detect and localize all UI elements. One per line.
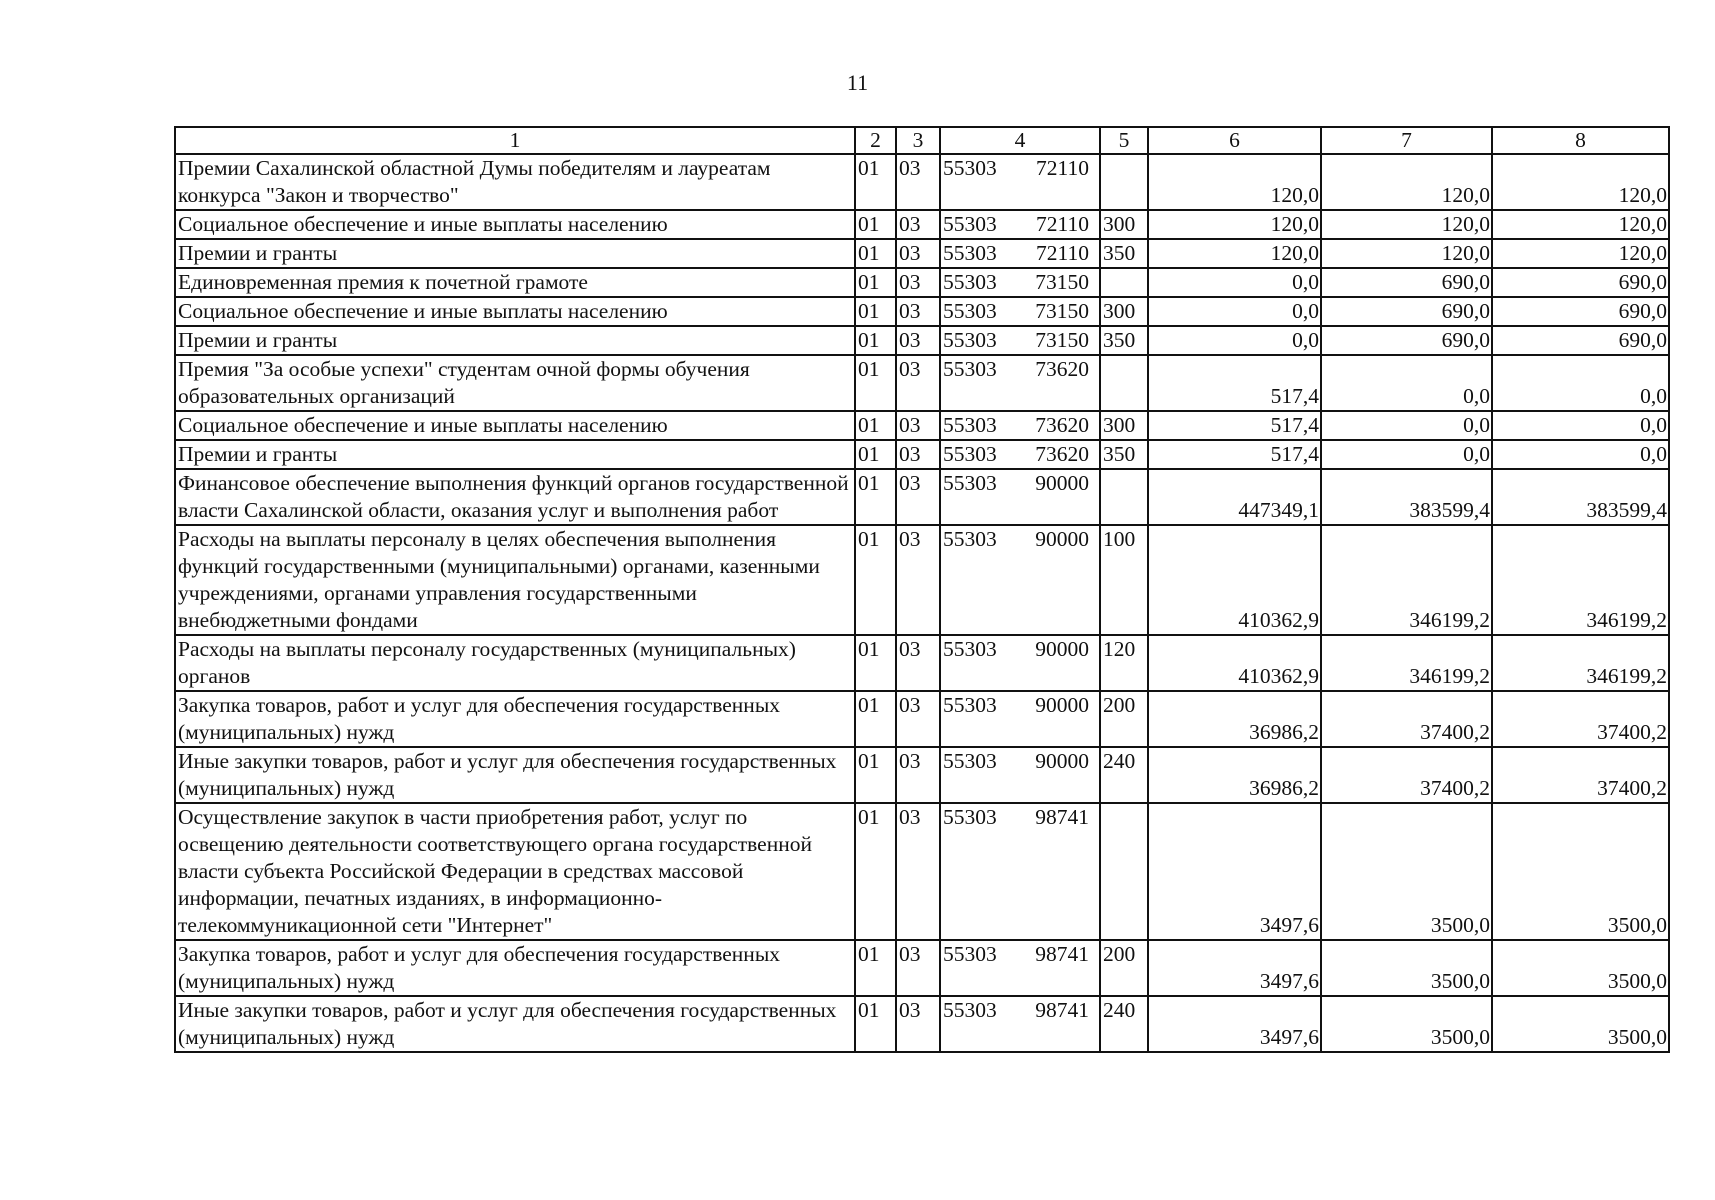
row-target-article-direction: 90000 bbox=[1035, 527, 1089, 551]
row-value-col6: 447349,1 bbox=[1148, 469, 1321, 525]
row-value-col8: 346199,2 bbox=[1492, 635, 1669, 691]
row-section-code: 01 bbox=[855, 747, 896, 803]
header-col-6: 6 bbox=[1148, 127, 1321, 154]
row-section-code: 01 bbox=[855, 996, 896, 1052]
row-target-article-program: 55303 bbox=[943, 805, 997, 829]
row-expense-type: 240 bbox=[1100, 747, 1148, 803]
row-name: Единовременная премия к почетной грамоте bbox=[175, 268, 855, 297]
table-row bbox=[175, 297, 1669, 326]
row-target-article-direction: 73620 bbox=[1035, 442, 1089, 466]
row-subsection-code: 03 bbox=[896, 154, 940, 210]
row-value-col7: 0,0 bbox=[1321, 355, 1492, 411]
row-value-col6: 410362,9 bbox=[1148, 525, 1321, 635]
row-section-code: 01 bbox=[855, 154, 896, 210]
row-subsection-code: 03 bbox=[896, 525, 940, 635]
row-target-article bbox=[940, 525, 1100, 635]
row-value-col6: 120,0 bbox=[1148, 239, 1321, 268]
row-value-col6: 3497,6 bbox=[1148, 940, 1321, 996]
row-expense-type bbox=[1100, 803, 1148, 940]
row-target-article-program: 55303 bbox=[943, 357, 997, 381]
row-value-col8: 346199,2 bbox=[1492, 525, 1669, 635]
table-row bbox=[175, 940, 1669, 996]
header-col-2: 2 bbox=[855, 127, 896, 154]
row-expense-type: 240 bbox=[1100, 996, 1148, 1052]
row-name: Иные закупки товаров, работ и услуг для обеспечения государственных (муниципальных) нужд bbox=[175, 747, 855, 803]
row-section-code: 01 bbox=[855, 691, 896, 747]
row-value-col7: 690,0 bbox=[1321, 326, 1492, 355]
table-row bbox=[175, 747, 1669, 803]
row-section-code: 01 bbox=[855, 469, 896, 525]
row-value-col7: 383599,4 bbox=[1321, 469, 1492, 525]
row-value-col7: 690,0 bbox=[1321, 297, 1492, 326]
table-row bbox=[175, 691, 1669, 747]
row-value-col6: 0,0 bbox=[1148, 268, 1321, 297]
row-subsection-code: 03 bbox=[896, 210, 940, 239]
row-expense-type bbox=[1100, 154, 1148, 210]
row-section-code: 01 bbox=[855, 411, 896, 440]
table-row bbox=[175, 239, 1669, 268]
row-target-article-program: 55303 bbox=[943, 241, 997, 265]
row-target-article-direction: 90000 bbox=[1035, 471, 1089, 495]
row-target-article-direction: 72110 bbox=[1036, 241, 1089, 265]
row-section-code: 01 bbox=[855, 440, 896, 469]
row-value-col7: 3500,0 bbox=[1321, 996, 1492, 1052]
row-value-col6: 0,0 bbox=[1148, 326, 1321, 355]
row-target-article-program: 55303 bbox=[943, 270, 997, 294]
row-target-article bbox=[940, 996, 1100, 1052]
row-section-code: 01 bbox=[855, 268, 896, 297]
row-subsection-code: 03 bbox=[896, 440, 940, 469]
row-value-col8: 0,0 bbox=[1492, 411, 1669, 440]
row-value-col7: 120,0 bbox=[1321, 239, 1492, 268]
row-value-col7: 37400,2 bbox=[1321, 747, 1492, 803]
row-section-code: 01 bbox=[855, 803, 896, 940]
table-row bbox=[175, 355, 1669, 411]
row-expense-type: 350 bbox=[1100, 239, 1148, 268]
row-value-col6: 517,4 bbox=[1148, 440, 1321, 469]
row-value-col8: 3500,0 bbox=[1492, 940, 1669, 996]
row-value-col7: 690,0 bbox=[1321, 268, 1492, 297]
table-row bbox=[175, 803, 1669, 940]
row-value-col7: 120,0 bbox=[1321, 154, 1492, 210]
table-row bbox=[175, 268, 1669, 297]
row-target-article-direction: 73150 bbox=[1035, 299, 1089, 323]
row-target-article bbox=[940, 268, 1100, 297]
row-name: Премии Сахалинской областной Думы победителям и лауреатам конкурса "Закон и творчество" bbox=[175, 154, 855, 210]
row-subsection-code: 03 bbox=[896, 239, 940, 268]
row-name: Финансовое обеспечение выполнения функций органов государственной власти Сахалинской области, оказания услуг и выполнения работ bbox=[175, 469, 855, 525]
row-expense-type: 300 bbox=[1100, 297, 1148, 326]
row-target-article bbox=[940, 469, 1100, 525]
row-target-article-direction: 73620 bbox=[1035, 357, 1089, 381]
row-target-article-program: 55303 bbox=[943, 299, 997, 323]
row-name: Социальное обеспечение и иные выплаты населению bbox=[175, 297, 855, 326]
row-section-code: 01 bbox=[855, 940, 896, 996]
row-value-col7: 0,0 bbox=[1321, 411, 1492, 440]
table-row bbox=[175, 635, 1669, 691]
row-value-col8: 690,0 bbox=[1492, 268, 1669, 297]
row-value-col7: 3500,0 bbox=[1321, 940, 1492, 996]
row-target-article-program: 55303 bbox=[943, 442, 997, 466]
row-target-article-program: 55303 bbox=[943, 212, 997, 236]
row-value-col6: 36986,2 bbox=[1148, 747, 1321, 803]
row-target-article-direction: 98741 bbox=[1035, 805, 1089, 829]
row-value-col7: 120,0 bbox=[1321, 210, 1492, 239]
row-target-article-direction: 90000 bbox=[1035, 749, 1089, 773]
row-subsection-code: 03 bbox=[896, 355, 940, 411]
row-target-article-direction: 90000 bbox=[1035, 637, 1089, 661]
row-name: Социальное обеспечение и иные выплаты населению bbox=[175, 210, 855, 239]
row-value-col8: 3500,0 bbox=[1492, 996, 1669, 1052]
row-name: Премии и гранты bbox=[175, 239, 855, 268]
table-row bbox=[175, 469, 1669, 525]
row-target-article-program: 55303 bbox=[943, 693, 997, 717]
row-name: Премия "За особые успехи" студентам очной формы обучения образовательных организаций bbox=[175, 355, 855, 411]
row-target-article-direction: 73150 bbox=[1035, 270, 1089, 294]
page-number: 11 bbox=[846, 70, 869, 95]
table-row bbox=[175, 996, 1669, 1052]
row-value-col7: 37400,2 bbox=[1321, 691, 1492, 747]
row-value-col6: 517,4 bbox=[1148, 355, 1321, 411]
row-expense-type: 300 bbox=[1100, 210, 1148, 239]
table-body bbox=[175, 154, 1669, 1052]
row-expense-type: 300 bbox=[1100, 411, 1148, 440]
row-subsection-code: 03 bbox=[896, 297, 940, 326]
row-target-article-program: 55303 bbox=[943, 749, 997, 773]
header-col-4: 4 bbox=[940, 127, 1100, 154]
row-target-article-program: 55303 bbox=[943, 471, 997, 495]
row-value-col6: 410362,9 bbox=[1148, 635, 1321, 691]
row-subsection-code: 03 bbox=[896, 996, 940, 1052]
row-target-article bbox=[940, 355, 1100, 411]
header-col-5: 5 bbox=[1100, 127, 1148, 154]
row-target-article bbox=[940, 747, 1100, 803]
row-target-article-program: 55303 bbox=[943, 156, 997, 180]
row-value-col7: 0,0 bbox=[1321, 440, 1492, 469]
row-target-article-program: 55303 bbox=[943, 413, 997, 437]
row-value-col7: 346199,2 bbox=[1321, 525, 1492, 635]
table-row bbox=[175, 326, 1669, 355]
row-value-col6: 517,4 bbox=[1148, 411, 1321, 440]
row-target-article-direction: 72110 bbox=[1036, 156, 1089, 180]
row-name: Иные закупки товаров, работ и услуг для обеспечения государственных (муниципальных) нужд bbox=[175, 996, 855, 1052]
row-target-article bbox=[940, 803, 1100, 940]
row-subsection-code: 03 bbox=[896, 747, 940, 803]
row-target-article bbox=[940, 635, 1100, 691]
row-value-col8: 120,0 bbox=[1492, 210, 1669, 239]
row-value-col6: 120,0 bbox=[1148, 154, 1321, 210]
row-target-article-program: 55303 bbox=[943, 328, 997, 352]
row-subsection-code: 03 bbox=[896, 691, 940, 747]
budget-table bbox=[174, 126, 1670, 1053]
row-section-code: 01 bbox=[855, 239, 896, 268]
row-target-article bbox=[940, 239, 1100, 268]
row-target-article-program: 55303 bbox=[943, 637, 997, 661]
table-row bbox=[175, 411, 1669, 440]
row-target-article bbox=[940, 326, 1100, 355]
row-section-code: 01 bbox=[855, 297, 896, 326]
header-col-7: 7 bbox=[1321, 127, 1492, 154]
row-target-article-program: 55303 bbox=[943, 527, 997, 551]
row-value-col7: 346199,2 bbox=[1321, 635, 1492, 691]
row-target-article bbox=[940, 440, 1100, 469]
row-target-article-direction: 72110 bbox=[1036, 212, 1089, 236]
row-target-article bbox=[940, 210, 1100, 239]
row-name: Премии и гранты bbox=[175, 440, 855, 469]
row-expense-type bbox=[1100, 355, 1148, 411]
row-target-article-direction: 90000 bbox=[1035, 693, 1089, 717]
row-value-col8: 0,0 bbox=[1492, 355, 1669, 411]
table-row bbox=[175, 210, 1669, 239]
row-name: Расходы на выплаты персоналу в целях обеспечения выполнения функций государственными (муниципальными) органами, казенными учреждениями, органами управления государственными внебюджетными фондами bbox=[175, 525, 855, 635]
row-value-col8: 3500,0 bbox=[1492, 803, 1669, 940]
row-expense-type bbox=[1100, 469, 1148, 525]
row-subsection-code: 03 bbox=[896, 940, 940, 996]
table-row bbox=[175, 154, 1669, 210]
row-name: Расходы на выплаты персоналу государственных (муниципальных) органов bbox=[175, 635, 855, 691]
row-value-col8: 0,0 bbox=[1492, 440, 1669, 469]
row-subsection-code: 03 bbox=[896, 469, 940, 525]
row-target-article-direction: 73150 bbox=[1035, 328, 1089, 352]
row-target-article-direction: 98741 bbox=[1035, 998, 1089, 1022]
table-row bbox=[175, 525, 1669, 635]
row-subsection-code: 03 bbox=[896, 635, 940, 691]
row-expense-type: 200 bbox=[1100, 940, 1148, 996]
row-value-col8: 690,0 bbox=[1492, 297, 1669, 326]
row-name: Премии и гранты bbox=[175, 326, 855, 355]
table-row bbox=[175, 440, 1669, 469]
row-target-article-program: 55303 bbox=[943, 942, 997, 966]
row-subsection-code: 03 bbox=[896, 411, 940, 440]
row-target-article bbox=[940, 154, 1100, 210]
row-target-article-direction: 73620 bbox=[1035, 413, 1089, 437]
header-col-8: 8 bbox=[1492, 127, 1669, 154]
row-expense-type: 350 bbox=[1100, 326, 1148, 355]
row-section-code: 01 bbox=[855, 210, 896, 239]
row-expense-type: 120 bbox=[1100, 635, 1148, 691]
row-value-col8: 37400,2 bbox=[1492, 691, 1669, 747]
row-name: Закупка товаров, работ и услуг для обеспечения государственных (муниципальных) нужд bbox=[175, 691, 855, 747]
row-value-col6: 3497,6 bbox=[1148, 803, 1321, 940]
row-subsection-code: 03 bbox=[896, 803, 940, 940]
row-section-code: 01 bbox=[855, 525, 896, 635]
row-expense-type bbox=[1100, 268, 1148, 297]
row-target-article bbox=[940, 411, 1100, 440]
row-name: Осуществление закупок в части приобретения работ, услуг по освещению деятельности соответствующего органа государственной власти субъекта Российской Федерации в средствах массовой информации, печатных изданиях, в информационно-телекоммуникационной сети "Интернет" bbox=[175, 803, 855, 940]
header-col-3: 3 bbox=[896, 127, 940, 154]
row-section-code: 01 bbox=[855, 355, 896, 411]
row-target-article bbox=[940, 297, 1100, 326]
row-expense-type: 100 bbox=[1100, 525, 1148, 635]
row-subsection-code: 03 bbox=[896, 326, 940, 355]
row-section-code: 01 bbox=[855, 635, 896, 691]
row-section-code: 01 bbox=[855, 326, 896, 355]
row-name: Социальное обеспечение и иные выплаты населению bbox=[175, 411, 855, 440]
header-col-1: 1 bbox=[175, 127, 855, 154]
row-value-col6: 3497,6 bbox=[1148, 996, 1321, 1052]
row-value-col8: 383599,4 bbox=[1492, 469, 1669, 525]
row-value-col8: 120,0 bbox=[1492, 239, 1669, 268]
row-target-article-direction: 98741 bbox=[1035, 942, 1089, 966]
table-header-row bbox=[175, 127, 1669, 154]
row-value-col8: 120,0 bbox=[1492, 154, 1669, 210]
row-expense-type: 350 bbox=[1100, 440, 1148, 469]
row-value-col8: 37400,2 bbox=[1492, 747, 1669, 803]
row-value-col8: 690,0 bbox=[1492, 326, 1669, 355]
row-target-article bbox=[940, 691, 1100, 747]
row-value-col7: 3500,0 bbox=[1321, 803, 1492, 940]
row-value-col6: 36986,2 bbox=[1148, 691, 1321, 747]
row-expense-type: 200 bbox=[1100, 691, 1148, 747]
row-value-col6: 0,0 bbox=[1148, 297, 1321, 326]
row-subsection-code: 03 bbox=[896, 268, 940, 297]
row-value-col6: 120,0 bbox=[1148, 210, 1321, 239]
row-target-article bbox=[940, 940, 1100, 996]
row-target-article-program: 55303 bbox=[943, 998, 997, 1022]
row-name: Закупка товаров, работ и услуг для обеспечения государственных (муниципальных) нужд bbox=[175, 940, 855, 996]
